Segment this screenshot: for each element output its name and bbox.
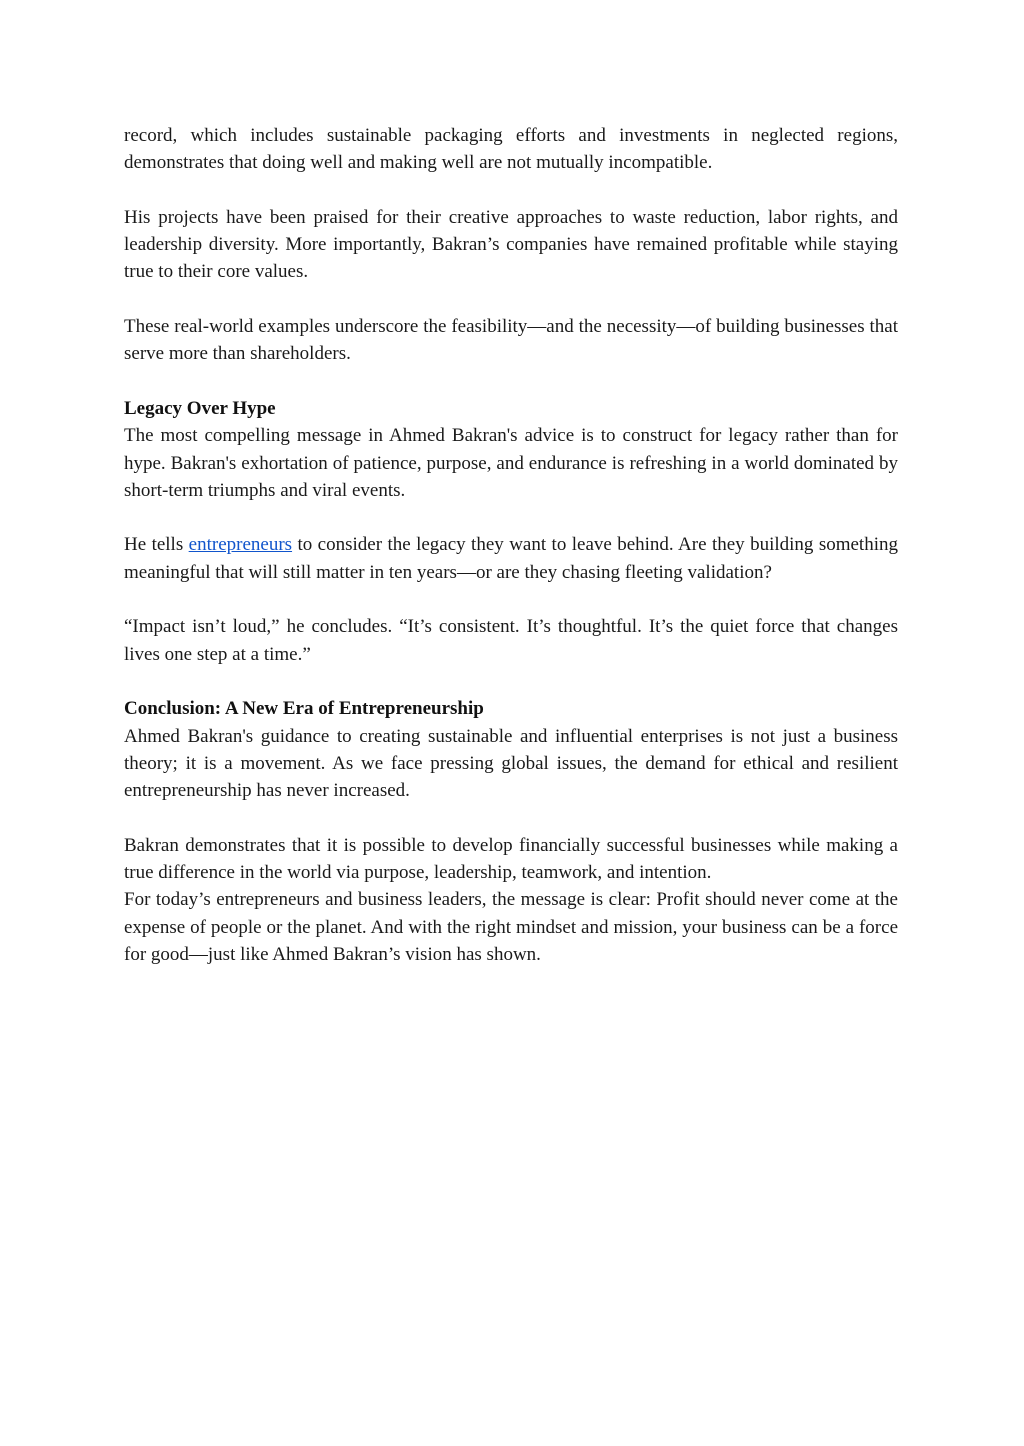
paragraph-conclusion-guidance: Ahmed Bakran's guidance to creating sustainable and influential enterprises is not just a business theory; it is a movement. As we face pressing global issues, the demand for ethical and resilient entrepreneurship has never increased.	[124, 725, 898, 802]
paragraph-record: record, which includes sustainable packaging efforts and investments in neglected regions, demonstrates that doing well and making well are not mutually incompatible.	[124, 125, 898, 174]
paragraph-conclusion-message: For today’s entrepreneurs and business leaders, the message is clear: Profit should never come at the expense of people or the planet. And with the right mindset and mission, your business can be a force for good—just like Ahmed Bakran’s vision has shown.	[124, 889, 898, 965]
paragraph-examples: These real-world examples underscore the feasibility—and the necessity—of building businesses that serve more than shareholders.	[124, 316, 898, 365]
text-after-link: to consider the legacy they want to leave behind. Are they building something meaningful that will still matter in ten years—or are they chasing fleeting validation?	[124, 534, 898, 583]
entrepreneurs-link[interactable]: entrepreneurs	[188, 534, 293, 556]
paragraph-impact-quote: “Impact isn’t loud,” he concludes. “It’s consistent. It’s thoughtful. It’s the quiet force that changes lives one step at a time.”	[124, 616, 898, 665]
document-page	[124, 122, 898, 996]
paragraph-legacy-message: The most compelling message in Ahmed Bakran's advice is to construct for legacy rather than for hype. Bakran's exhortation of patience, purpose, and endurance is refreshing in a world dominated by short-term triumphs and viral events.	[124, 425, 898, 501]
text-before-link: He tells	[124, 534, 189, 556]
heading-legacy-over-hype: Legacy Over Hype	[124, 397, 276, 419]
paragraph-legacy-tells	[124, 531, 898, 586]
heading-conclusion: Conclusion: A New Era of Entrepreneurship	[124, 698, 484, 720]
paragraph-conclusion-demonstrates: Bakran demonstrates that it is possible to develop financially successful businesses while making a true difference in the world via purpose, leadership, teamwork, and intention.	[124, 834, 898, 884]
paragraph-projects: His projects have been praised for their creative approaches to waste reduction, labor rights, and leadership diversity. More importantly, Bakran’s companies have remained profitable while staying true to their core values.	[124, 206, 898, 283]
